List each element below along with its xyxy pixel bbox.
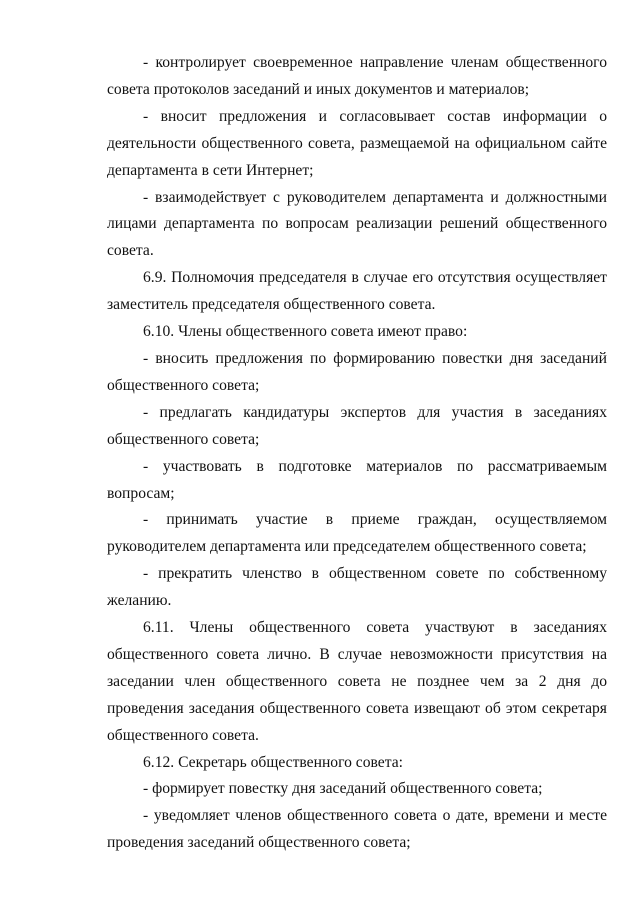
paragraph-interaction-with-head: - взаимодействует с руководителем департамента и должностными лицами департамента по вопросам реализации решений общественного совета.: [107, 188, 607, 260]
paragraph-protocols-dispatch: - контролирует своевременное направление членам общественного совета протоколов заседаний и иных документов и материалов;: [107, 54, 607, 98]
paragraph-6-10: 6.10. Члены общественного совета имеют право:: [143, 323, 468, 341]
document-body: [107, 50, 607, 857]
paragraph-6-9: 6.9. Полномочия председателя в случае его отсутствия осуществляет заместитель председателя общественного совета.: [107, 269, 607, 314]
paragraph-membership-termination: - прекратить членство в общественном совете по собственному желанию.: [107, 565, 607, 610]
paragraph-agenda-proposals: - вносить предложения по формированию повестки дня заседаний общественного совета;: [107, 349, 607, 394]
paragraph-materials-preparation: - участвовать в подготовке материалов по рассматриваемым вопросам;: [107, 457, 607, 502]
paragraph-citizen-reception: - принимать участие в приеме граждан, осуществляемом руководителем департамента или председателем общественного совета;: [107, 511, 607, 556]
paragraph-meeting-notification: - уведомляет членов общественного совета о дате, времени и месте проведения заседаний общественного совета;: [107, 807, 607, 852]
paragraph-website-information: - вносит предложения и согласовывает состав информации о деятельности общественного совета, размещаемой на официальном сайте департамента в сети Интернет;: [107, 107, 607, 179]
paragraph-expert-candidates: - предлагать кандидатуры экспертов для участия в заседаниях общественного совета;: [107, 403, 607, 448]
paragraph-6-11: 6.11. Члены общественного совета участвуют в заседаниях общественного совета лично. В случае невозможности присутствия на заседании член общественного совета не позднее чем за 2 дня до проведения заседания общественного совета извещают об этом секретаря общественного совета.: [107, 619, 607, 744]
paragraph-agenda-formation: - формирует повестку дня заседаний общественного совета;: [143, 780, 543, 798]
paragraph-6-12: 6.12. Секретарь общественного совета:: [143, 753, 403, 771]
